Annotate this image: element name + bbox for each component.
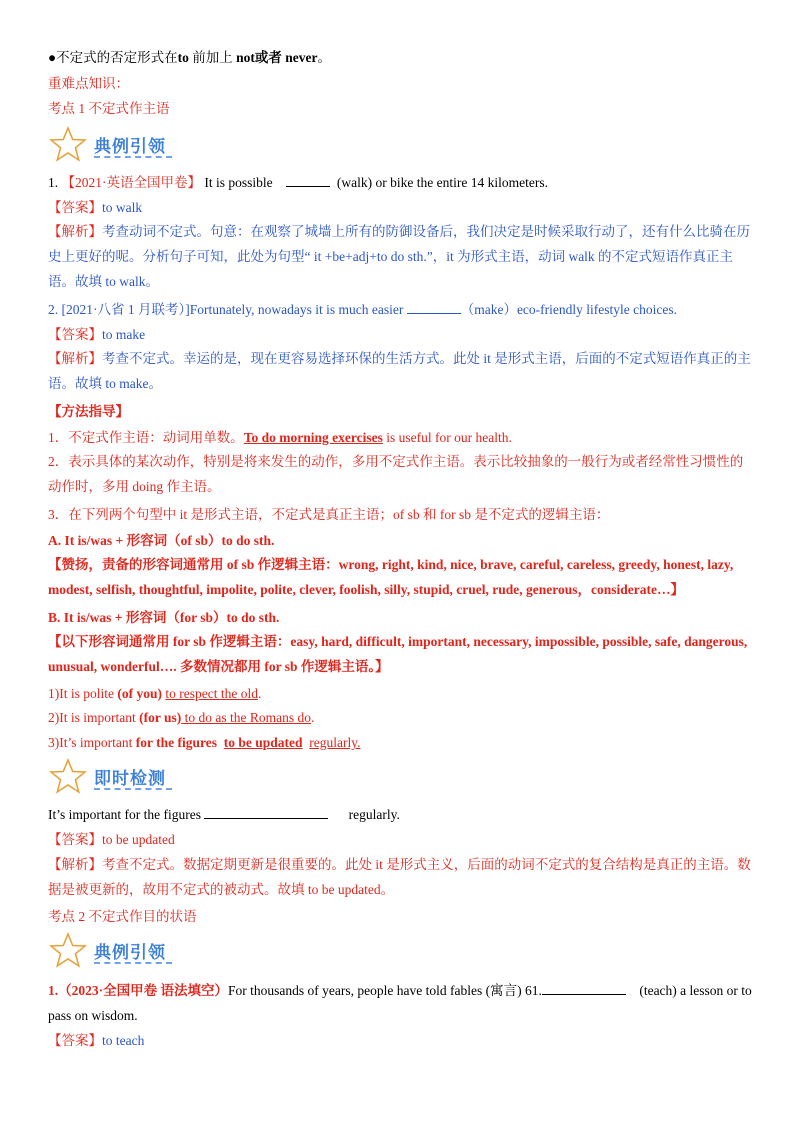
question-2: 2. [2021·八省 1 月联考）]Fortunately, nowadays it is much easier （make）eco-friendly lifestyle choices. bbox=[48, 302, 677, 317]
answer-blank bbox=[286, 174, 330, 187]
analysis-1: 【解析】考查动词不定式。句意：在观察了城墙上所有的防御设备后，我们决定是时候采取行动了，还有什么比骑在历史上更好的呢。分析句子可知，此处为句型“ it +be+adj+to do sth.”，it 为形式主语，动词 walk 的不定式短语作真正主语。故填 to walk。 bbox=[48, 224, 750, 289]
banner-underline bbox=[94, 962, 172, 964]
point-1-heading: 考点 1 不定式作主语 bbox=[48, 101, 170, 116]
example-2: 2)It is important (for us) to do as the Romans do. bbox=[48, 710, 315, 725]
analysis-3: 【解析】考查不定式。数据定期更新是很重要的。此处 it 是形式主义，后面的动词不定式的复合结构是真正的主语。数据是被更新的，故用不定式的被动式。故填 to be updated。 bbox=[48, 857, 751, 897]
answer-3: 【答案】to be updated bbox=[48, 832, 175, 847]
pattern-a-desc: 【赞扬，责备的形容词通常用 of sb 作逻辑主语：wrong, right, kind, nice, brave, careful, careless, greedy, honest, lazy, modest, selfish, thoughtful, impolite, polite, clever, foolish, silly, stupid, cruel, rude, generous，considerate…】 bbox=[48, 557, 734, 597]
pattern-b-desc: 【以下形容词通常用 for sb 作逻辑主语：easy, hard, difficult, important, necessary, impossible, possible, safe, dangerous, unusual, wonderful…. 多数情况都用 for sb 作逻辑主语。】 bbox=[48, 634, 748, 674]
question-1: 1. 【2021·英语全国甲卷】 It is possible (walk) or bike the entire 14 kilometers. bbox=[48, 175, 548, 190]
banner-underline bbox=[94, 788, 172, 790]
point-2-heading: 考点 2 不定式作目的状语 bbox=[48, 909, 197, 924]
method-1: 1．不定式作主语：动词用单数。To do morning exercises is useful for our health. bbox=[48, 430, 512, 445]
pattern-b: B. It is/was + 形容词（for sb）to do sth. bbox=[48, 610, 280, 625]
quick-check-banner bbox=[48, 758, 248, 798]
answer-2: 【答案】to make bbox=[48, 327, 146, 342]
method-title: 【方法指导】 bbox=[48, 404, 129, 419]
question-4: 1.（2023·全国甲卷 语法填空）For thousands of years, people have told fables (寓言) 61. (teach) a lesson or to pass on wisdom. bbox=[48, 983, 752, 1023]
example-1: 1)It is polite (of you) to respect the old. bbox=[48, 686, 262, 701]
answer-blank bbox=[407, 301, 461, 314]
banner-title: 典例引领 bbox=[94, 137, 166, 157]
answer-blank bbox=[542, 982, 626, 995]
banner-title: 即时检测 bbox=[94, 769, 166, 789]
analysis-2: 【解析】考查不定式。幸运的是，现在更容易选择环保的生活方式。此处 it 是形式主语，后面的不定式短语作真正的主语。故填 to make。 bbox=[48, 351, 751, 391]
star-icon bbox=[48, 932, 88, 968]
question-3: It’s important for the figures regularly. bbox=[48, 807, 400, 822]
answer-1: 【答案】to walk bbox=[48, 200, 143, 215]
pattern-a: A. It is/was + 形容词（of sb）to do sth. bbox=[48, 533, 275, 548]
example-3: 3)It’s important for the figures to be updated regularly. bbox=[48, 735, 361, 750]
negation-rule: ●不定式的否定形式在to 前加上 not或者 never。 bbox=[48, 50, 332, 65]
method-3: 3．在下列两个句型中 it 是形式主语，不定式是真正主语；of sb 和 for sb 是不定式的逻辑主语： bbox=[48, 507, 610, 522]
example-banner bbox=[48, 126, 248, 166]
banner-title: 典例引领 bbox=[94, 943, 166, 963]
answer-blank bbox=[204, 806, 328, 819]
star-icon bbox=[48, 126, 88, 162]
key-points-label: 重难点知识： bbox=[48, 76, 129, 91]
answer-4: 【答案】to teach bbox=[48, 1033, 145, 1048]
star-icon bbox=[48, 758, 88, 794]
method-2: 2．表示具体的某次动作，特别是将来发生的动作，多用不定式作主语。表示比较抽象的一般行为或者经常性习惯性的动作时，多用 doing 作主语。 bbox=[48, 454, 744, 494]
example-banner-2 bbox=[48, 932, 248, 972]
banner-underline bbox=[94, 156, 172, 158]
